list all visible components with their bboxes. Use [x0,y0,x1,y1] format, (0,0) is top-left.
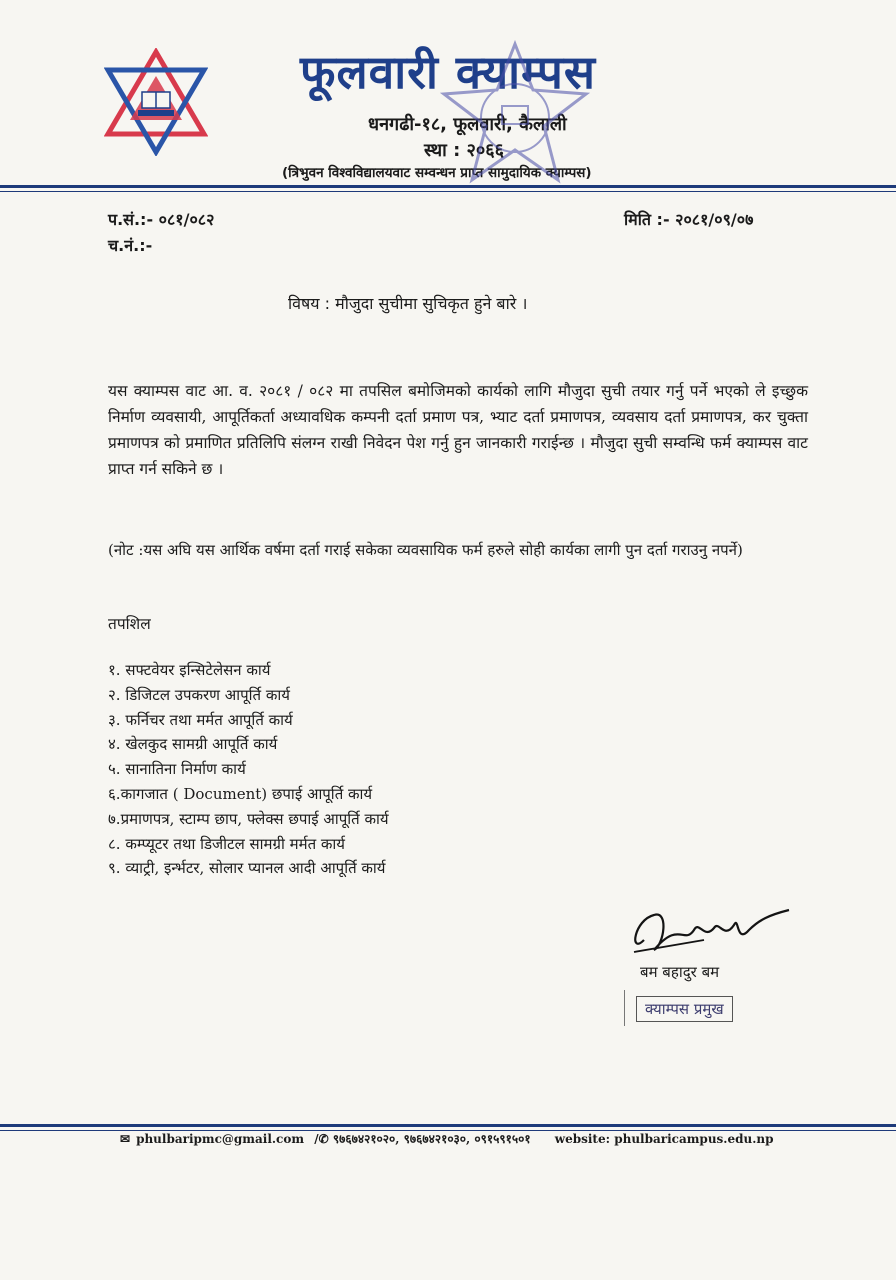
header-divider-thin [0,191,896,192]
list-item: १. सफ्टवेयर इन्सिटेलेसन कार्य [108,661,271,679]
footer-website: website: phulbaricampus.edu.np [554,1132,774,1146]
letter-body: यस क्याम्पस वाट आ. व. २०८१ / ०८२ मा तपसिल बमोजिमको कार्यको लागि मौजुदा सुची तयार गर्नु पर्ने भएको ले इच्छुक निर्माण व्यवसायी, आपूर्तिकर्ता अध्यावधिक कम्पनी दर्ता प्रमाण पत्र, भ्याट दर्ता प्रमाणपत्र, व्यवसाय दर्ता प्रमाणपत्र, कर चुक्ता प्रमाणपत्र को प्रमाणित प्रतिलिपि संलग्न राखी निवेदन पेश गर्नु हुन जानकारी गराईन्छ । मौजुदा सुची सम्वन्धि फर्म क्याम्पस वाट प्राप्त गर्न सकिने छ । [108,382,808,478]
list-item: २. डिजिटल उपकरण आपूर्ति कार्य [108,685,290,704]
footer-contact [120,1130,780,1147]
tu-logo-emblem [104,48,208,156]
established-year: स्था : २०६६ [424,140,504,161]
list-item: ८. कम्प्यूटर तथा डिजीटल सामग्री मर्मत कार्य [108,834,346,853]
footer-divider [0,1124,896,1127]
designation-stamp: क्याम्पस प्रमुख [636,996,733,1022]
campus-name: फूलवारी क्याम्पस [300,45,596,99]
campus-address: धनगढी-१८, फूलवारी, कैलाली [368,114,567,135]
dispatch-number: च.नं.:- [108,236,153,255]
letter-date: मिति :- २०८१/०९/०७ [624,210,754,229]
email-icon: ✉ [120,1132,131,1146]
footer-phone: /✆ ९७६७४२१०२०, ९७६७४२१०३०, ०९१५९१५०१ [314,1132,531,1146]
list-item: ७.प्रमाणपत्र, स्टाम्प छाप, फ्लेक्स छपाई आपूर्ति कार्य [108,809,389,828]
list-item: ९. व्याट्री, इर्न्भटर, सोलार प्यानल आदी आपूर्ति कार्य [108,859,386,878]
reference-number: प.सं.:- ०८१/०८२ [108,210,215,229]
list-item: ४. खेलकुद सामग्री आपूर्ति कार्य [108,735,278,754]
handwritten-signature [624,900,794,960]
campus-seal-stamp [440,40,590,190]
footer-email: phulbaripmc@gmail.com [136,1132,305,1146]
list-item: ६.कागजात ( Document) छपाई आपूर्ति कार्य [108,784,373,803]
list-item: ५. सानातिना निर्माण कार्य [108,760,246,779]
letter-note: (नोट :यस अघि यस आर्थिक वर्षमा दर्ता गराई सकेका व्यवसायिक फर्म हरुले सोही कार्यका लागी पुन दर्ता गराउनु नपर्ने) [108,541,743,559]
affiliation-note: (त्रिभुवन विश्वविद्यालयवाट सम्वन्धन प्राप्त सामुदायिक क्याम्पस) [282,165,592,181]
designation-mark [624,990,625,1026]
header-divider [0,185,896,188]
details-heading: तपशिल [108,615,151,633]
work-items-list [108,658,389,881]
list-item: ३. फर्निचर तथा मर्मत आपूर्ति कार्य [108,710,293,729]
letter-subject: विषय : मौजुदा सुचीमा सुचिकृत हुने बारे । [288,294,528,313]
signer-name: बम बहादुर बम [640,963,720,981]
